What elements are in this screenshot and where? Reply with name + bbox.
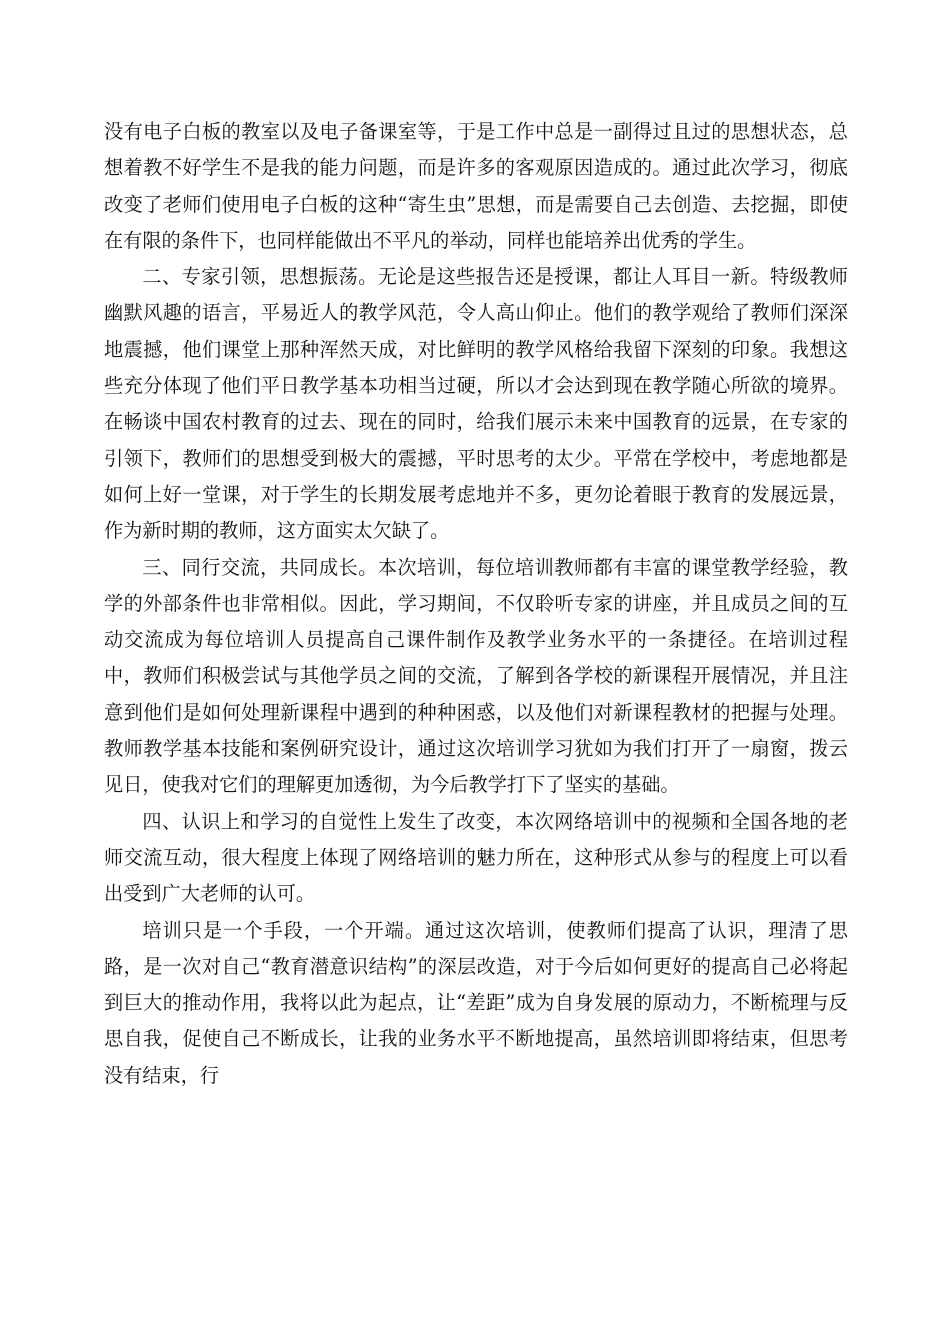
paragraph-continuation: 没有电子白板的教室以及电子备课室等，于是工作中总是一副得过且过的思想状态，总想着教不好学生不是我的能力问题，而是许多的客观原因造成的。通过此次学习，彻底改变了老师们使用电子白板的这种“寄生虫”思想，而是需要自己去创造、去挖掘，即使在有限的条件下，也同样能做出不平凡的举动，同样也能培养出优秀的学生。 xyxy=(104,120,848,252)
document-body xyxy=(104,114,848,1094)
paragraph-conclusion: 培训只是一个手段，一个开端。通过这次培训，使教师们提高了认识，理清了思路，是一次对自己“教育潜意识结构”的深层改造，对于今后如何更好的提高自己必将起到巨大的推动作用，我将以此为起点，让“差距”成为自身发展的原动力，不断梳理与反思自我，促使自己不断成长，让我的业务水平不断地提高，虽然培训即将结束，但思考没有结束，行 xyxy=(104,918,848,1087)
paragraph-awareness-change: 四、认识上和学习的自觉性上发生了改变，本次网络培训中的视频和全国各地的老师交流互动，很大程度上体现了网络培训的魅力所在，这种形式从参与的程度上可以看出受到广大老师的认可。 xyxy=(104,809,848,906)
paragraph-peer-exchange: 三、同行交流，共同成长。本次培训，每位培训教师都有丰富的课堂教学经验，教学的外部条件也非常相似。因此，学习期间，不仅聆听专家的讲座，并且成员之间的互动交流成为每位培训人员提高自己课件制作及教学业务水平的一条捷径。在培训过程中，教师们积极尝试与其他学员之间的交流，了解到各学校的新课程开展情况，并且注意到他们是如何处理新课程中遇到的种种困惑，以及他们对新课程教材的把握与处理。教师教学基本技能和案例研究设计，通过这次培训学习犹如为我们打开了一扇窗，拨云见日，使我对它们的理解更加透彻，为今后教学打下了坚实的基础。 xyxy=(104,555,848,797)
paragraph-expert-guidance: 二、专家引领，思想振荡。无论是这些报告还是授课，都让人耳目一新。特级教师幽默风趣的语言，平易近人的教学风范，令人高山仰止。他们的教学观给了教师们深深地震撼，他们课堂上那种浑然天成，对比鲜明的教学风格给我留下深刻的印象。我想这些充分体现了他们平日教学基本功相当过硬，所以才会达到现在教学随心所欲的境界。在畅谈中国农村教育的过去、现在的同时，给我们展示未来中国教育的远景，在专家的引领下，教师们的思想受到极大的震撼，平时思考的太少。平常在学校中，考虑地都是如何上好一堂课，对于学生的长期发展考虑地并不多，更勿论着眼于教育的发展远景，作为新时期的教师，这方面实太欠缺了。 xyxy=(104,265,848,543)
